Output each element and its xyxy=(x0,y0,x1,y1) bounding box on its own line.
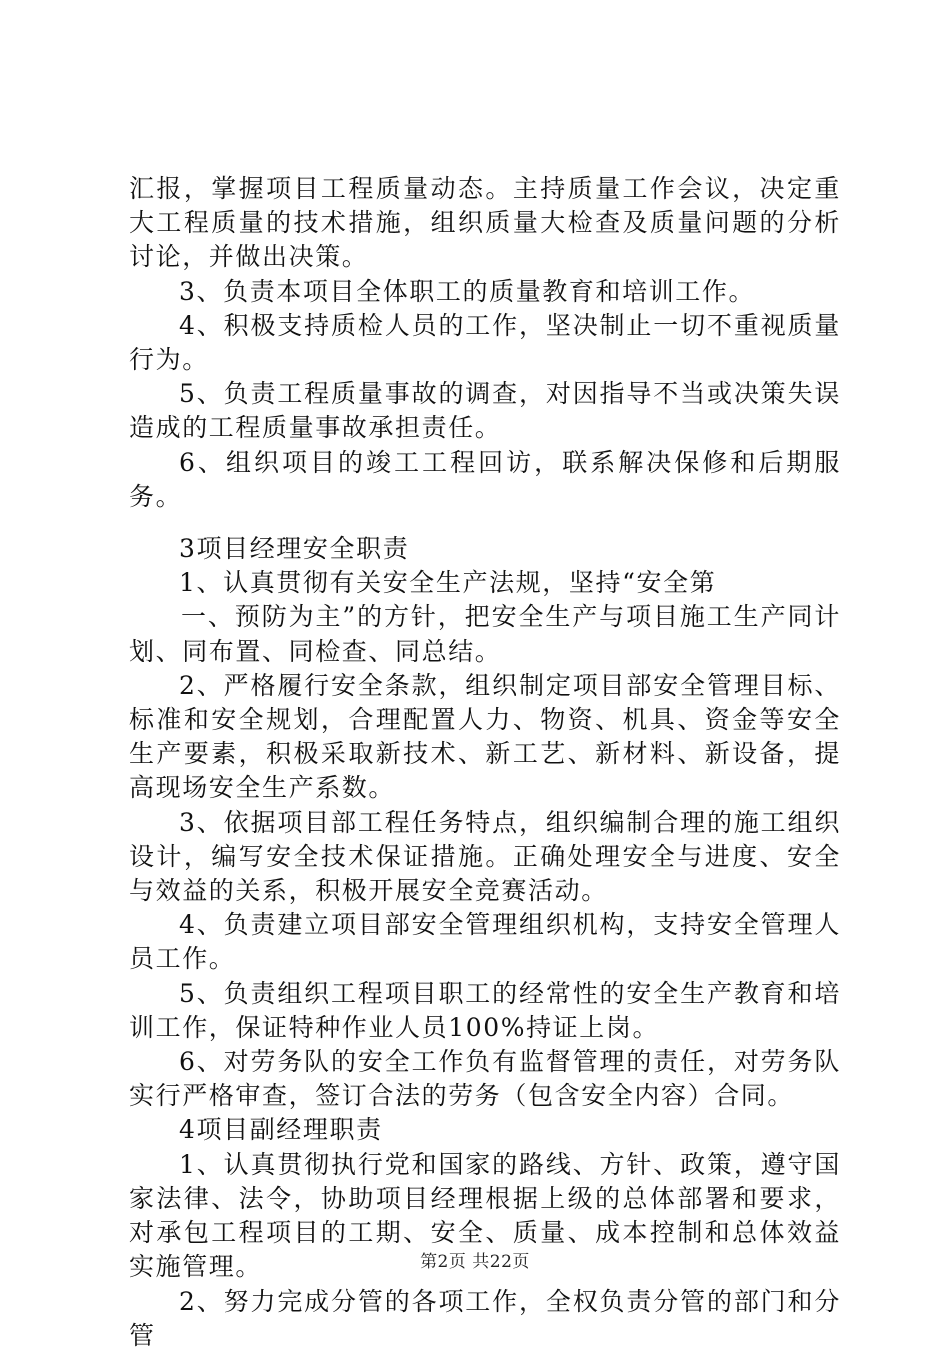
document-body xyxy=(129,172,841,1353)
section-heading-deputy: 4项目副经理职责 xyxy=(179,1115,383,1145)
paragraph-quality-4: 4、积极支持质检人员的工作，坚决制止一切不重视质量行为。 xyxy=(129,310,841,375)
paragraph-safety-3: 3、依据项目部工程任务特点，组织编制合理的施工组织设计，编写安全技术保证措施。正确处理安全与进度、安全与效益的关系，积极开展安全竞赛活动。 xyxy=(129,807,841,906)
paragraph-safety-5: 5、负责组织工程项目职工的经常性的安全生产教育和培训工作，保证特种作业人员100%持证上岗。 xyxy=(129,978,841,1042)
paragraph-quality-5: 5、负责工程质量事故的调查，对因指导不当或决策失误造成的工程质量事故承担责任。 xyxy=(129,379,841,443)
paragraph-quality-6: 6、组织项目的竣工工程回访，联系解决保修和后期服务。 xyxy=(129,447,841,511)
page-number-footer: 第2页 共22页 xyxy=(420,1252,530,1272)
paragraph-safety-1-continued: 一、预防为主”的方针，把安全生产与项目施工生产同计划、同布置、同检查、同总结。 xyxy=(129,602,841,666)
paragraph-deputy-1: 1、认真贯彻执行党和国家的路线、方针、政策，遵守国家法律、法令，协助项目经理根据上级的总体部署和要求，对承包工程项目的工期、安全、质量、成本控制和总体效益实施管理。 xyxy=(129,1149,841,1282)
section-heading-safety: 3项目经理安全职责 xyxy=(179,534,410,564)
paragraph-reporting: 汇报，掌握项目工程质量动态。主持质量工作会议，决定重大工程质量的技术措施，组织质量大检查及质量问题的分析讨论，并做出决策。 xyxy=(129,174,841,272)
paragraph-safety-2: 2、严格履行安全条款，组织制定项目部安全管理目标、标准和安全规划，合理配置人力、物资、机具、资金等安全生产要素，积极采取新技术、新工艺、新材料、新设备，提高现场安全生产系数。 xyxy=(129,670,841,803)
paragraph-safety-4: 4、负责建立项目部安全管理组织机构，支持安全管理人员工作。 xyxy=(129,910,841,974)
paragraph-deputy-2: 2、努力完成分管的各项工作，全权负责分管的部门和分管 xyxy=(129,1286,841,1350)
paragraph-safety-6: 6、对劳务队的安全工作负有监督管理的责任，对劳务队实行严格审查，签订合法的劳务（包含安全内容）合同。 xyxy=(129,1047,841,1111)
paragraph-quality-3: 3、负责本项目全体职工的质量教育和培训工作。 xyxy=(179,276,756,306)
paragraph-safety-1: 1、认真贯彻有关安全生产法规，坚持“安全第 xyxy=(179,568,717,598)
section-gap xyxy=(129,514,841,532)
